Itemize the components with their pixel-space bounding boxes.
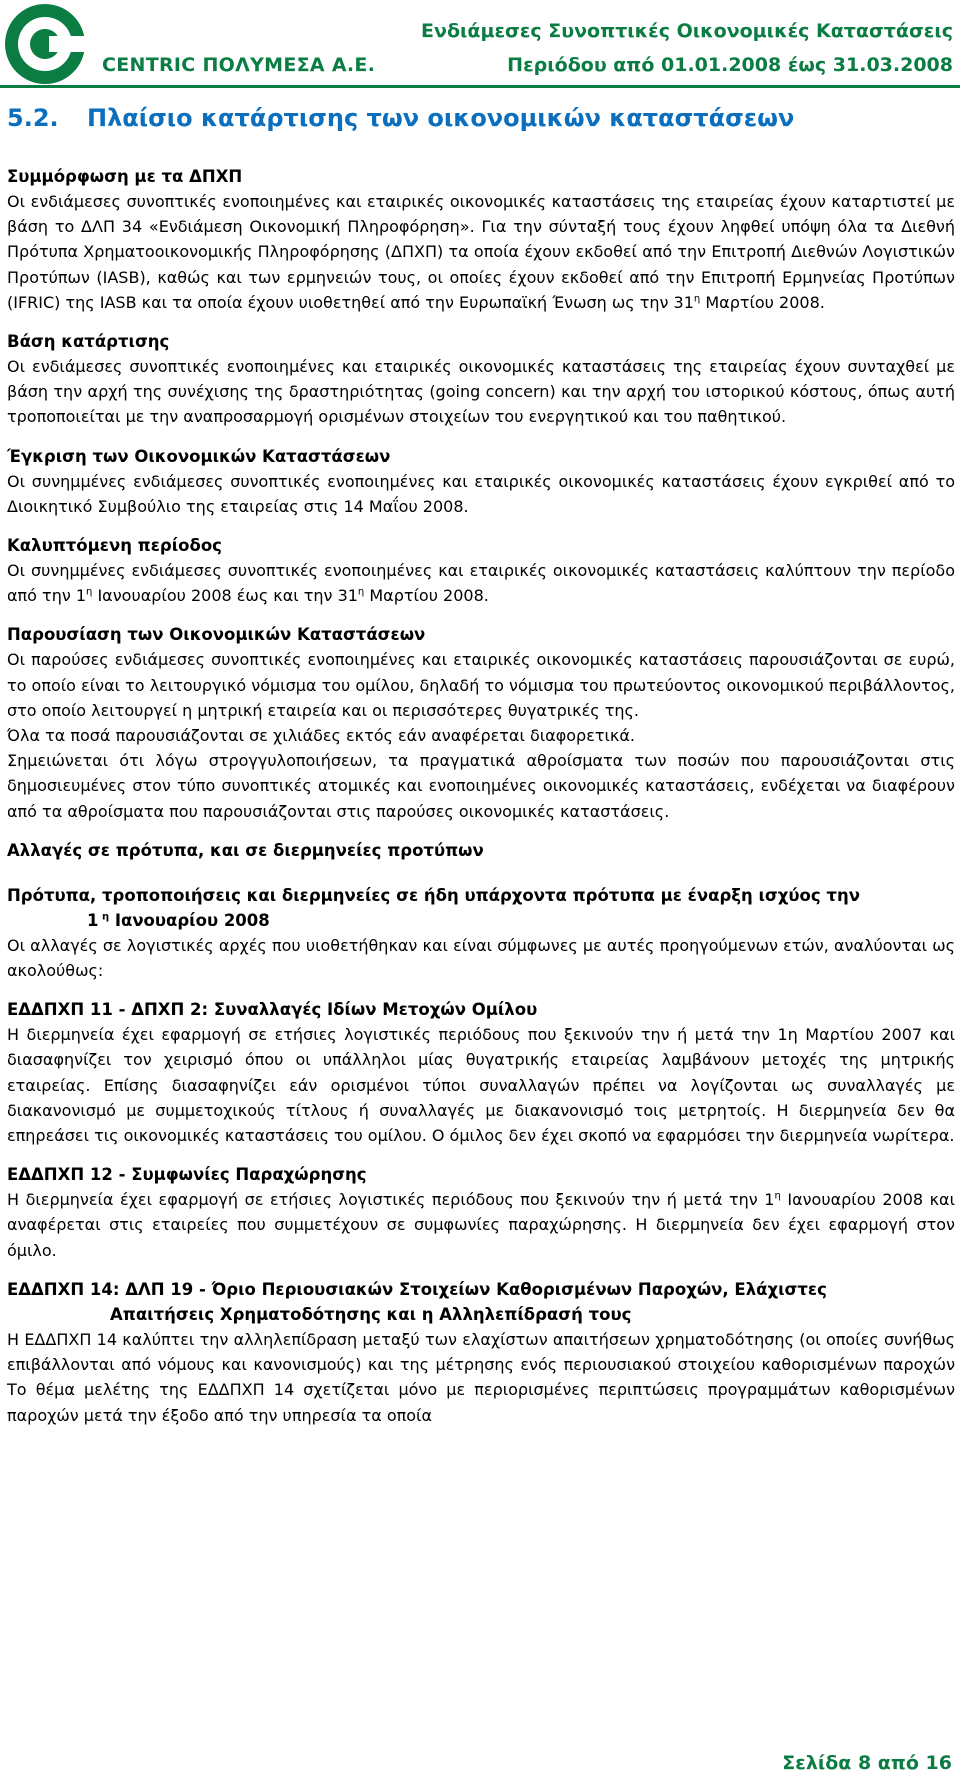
report-period: Περιόδου από 01.01.2008 έως 31.03.2008 — [507, 54, 953, 76]
ifric11-heading: ΕΔΔΠΧΠ 11 - ΔΠΧΠ 2: Συναλλαγές Ιδίων Μετοχών Ομίλου — [7, 1000, 538, 1020]
section-number: 5.2. — [7, 104, 59, 132]
period-heading: Καλυπτόμενη περίοδος — [7, 536, 222, 556]
section-title — [7, 104, 955, 144]
presentation-paragraph-3: Σημειώνεται ότι λόγω στρογγυλοποιήσεων, τα πραγματικά αθροίσματα των ποσών που παρουσιάζονται στις δημοσιευμένες στον τύπο συνοπτικές ατομικές και ενοποιημένες οικονομικές καταστάσεις, ενδέχεται να διαφέρουν από τα αθροίσματα που παρουσιάζονται στις παρούσες οικονομικές καταστάσεις. — [7, 751, 955, 821]
changes-heading: Αλλαγές σε πρότυπα, και σε διερμηνείες προτύπων — [7, 840, 484, 860]
period-paragraph: Οι συνημμένες ενδιάμεσες συνοπτικές ενοποιημένες και εταιρικές οικονομικές καταστάσεις καλύπτουν την περίοδο από την $1^\eta$ Ιανουαρίου 2008 έως και την $31^\eta$ Μαρτίου 2008. — [7, 561, 955, 606]
presentation-paragraph-1: Οι παρούσες ενδιάμεσες συνοπτικές ενοποιημένες και εταιρικές οικονομικές καταστάσεις παρουσιάζονται σε ευρώ, το οποίο είναι το λειτουργικό νόμισμα του ομίλου, δηλαδή το νόμισμα του πρωτεύοντος οικονομικού περιβάλλοντος, στο οποίο λειτουργεί η μητρική εταιρεία και οι περισσότερες θυγατρικές της. — [7, 650, 955, 720]
compliance-heading: Συμμόρφωση με τα ΔΠΧΠ — [7, 167, 243, 186]
document-body — [7, 104, 955, 1428]
header-divider — [0, 85, 960, 88]
page-number: Σελίδα 8 από 16 — [782, 1752, 952, 1774]
approval-paragraph: Οι συνημμένες ενδιάμεσες συνοπτικές ενοποιημένες και εταιρικές οικονομικές καταστάσεις έχουν εγκριθεί από το Διοικητικό Συμβούλιο της εταιρείας στις 14 Μαΐου 2008. — [7, 471, 955, 516]
presentation-paragraph-2: Όλα τα ποσά παρουσιάζονται σε χιλιάδες εκτός εάν αναφέρεται διαφορετικά. — [7, 726, 635, 746]
approval-heading: Έγκριση των Οικονομικών Καταστάσεων — [7, 446, 391, 466]
ifric12-heading: ΕΔΔΠΧΠ 12 - Συμφωνίες Παραχώρησης — [7, 1165, 367, 1185]
section-title-text: Πλαίσιο κατάρτισης των οικονομικών καταστάσεων — [87, 104, 795, 132]
ifric14-paragraph: Η ΕΔΔΠΧΠ 14 καλύπτει την αλληλεπίδραση μεταξύ των ελαχίστων απαιτήσεων χρηματοδότησης (οι οποίες συνήθως επιβάλλονται από νόμους και κανονισμούς) και της μέτρησης ενός περιουσιακού στοιχείου καθορισμένων παροχών Το θέμα μελέτης της ΕΔΔΠΧΠ 14 σχετίζεται μόνο με περιορισμένες περιπτώσεις προγραμμάτων καθορισμένων παροχών μετά την έξοδο από την υπηρεσία τα οποία — [7, 1329, 955, 1425]
ifric11-paragraph: Η διερμηνεία έχει εφαρμογή σε ετήσιες λογιστικές περιόδους που ξεκινούν την ή μετά την 1η Μαρτίου 2007 και διασαφηνίζει τον χειρισμό όπου οι υπάλληλοι μίας θυγατρικής εταιρείας λαμβάνουν μετοχές της μητρικής εταιρείας. Επίσης διασαφηνίζει εάν ορισμένοι τύποι συναλλαγών πρέπει να λογίζονται ως συναλλαγές με διακανονισμό με συμμετοχικούς τίτλους ή συναλλαγές με διακανονισμό τοις μετρητοίς. Η διερμηνεία δεν θα επηρεάσει τις οικονομικές καταστάσεις του ομίλου. Ο όμιλος δεν έχει σκοπό να εφαρμόσει την διερμηνεία νωρίτερα. — [7, 1025, 955, 1146]
presentation-heading: Παρουσίαση των Οικονομικών Καταστάσεων — [7, 625, 426, 645]
basis-heading: Βάση κατάρτισης — [7, 332, 170, 352]
compliance-paragraph: Οι ενδιάμεσες συνοπτικές ενοποιημένες και εταιρικές οικονομικές καταστάσεις της εταιρείας έχουν καταρτιστεί με βάση το ΔΛΠ 34 «Ενδιάμεση Οικονομική Πληροφόρηση». Για την σύνταξή τους έχουν ληφθεί υπόψη όλα τα Διεθνή Πρότυπα Χρηματοοικονομικής Πληροφόρησης (ΔΠΧΠ) τα οποία έχουν εκδοθεί από την Επιτροπή Διεθνών Λογιστικών Προτύπων (IASB), καθώς και των ερμηνειών τους, οι οποίες έχουν εκδοθεί από την Επιτροπή Ερμηνείας Προτύπων (IFRIC) της IASB και τα οποία έχουν υιοθετηθεί από την Ευρωπαϊκή Ένωση ως την $31^\eta$ Μαρτίου 2008. — [7, 192, 955, 312]
ifric12-paragraph: Η διερμηνεία έχει εφαρμογή σε ετήσιες λογιστικές περιόδους που ξεκινούν την ή μετά την $1^\eta$ Ιανουαρίου 2008 και αναφέρεται στις εταιρείες που συμμετέχουν σε συμφωνίες παραχώρησης. Η διερμηνεία δεν έχει εφαρμογή στον όμιλο. — [7, 1190, 956, 1260]
page-header — [0, 0, 960, 88]
basis-paragraph: Οι ενδιάμεσες συνοπτικές ενοποιημένες και εταιρικές οικονομικές καταστάσεις της εταιρείας έχουν συνταχθεί με βάση την αρχή της συνέχισης της δραστηριότητας (going concern) και την αρχή του ιστορικού κόστους, όπως αυτή τροποποιείται με την αναπροσαρμογή ορισμένων στοιχείων του ενεργητικού και του παθητικού. — [7, 357, 955, 427]
ifric14-heading: ΕΔΔΠΧΠ 14: ΔΛΠ 19 - Όριο Περιουσιακών Στοιχείων Καθορισμένων Παροχών, Ελάχιστες Απαιτήσεις Χρηματοδότησης και η Αλληλεπίδρασή τους — [7, 1279, 827, 1324]
company-name: CENTRIC ΠΟΛΥΜΕΣΑ Α.Ε. — [102, 54, 376, 76]
standards-paragraph: Οι αλλαγές σε λογιστικές αρχές που υιοθετήθηκαν και είναι σύμφωνες με αυτές προηγούμενων ετών, αναλύονται ως ακολούθως: — [7, 935, 955, 981]
standards-heading: Πρότυπα, τροποποιήσεις και διερμηνείες σε ήδη υπάρχοντα πρότυπα με έναρξη ισχύος την 1 $^\eta$ Ιανουαρίου 2008 — [7, 885, 860, 930]
report-title: Ενδιάμεσες Συνοπτικές Οικονομικές Καταστάσεις — [421, 20, 953, 42]
centric-logo — [3, 2, 87, 86]
